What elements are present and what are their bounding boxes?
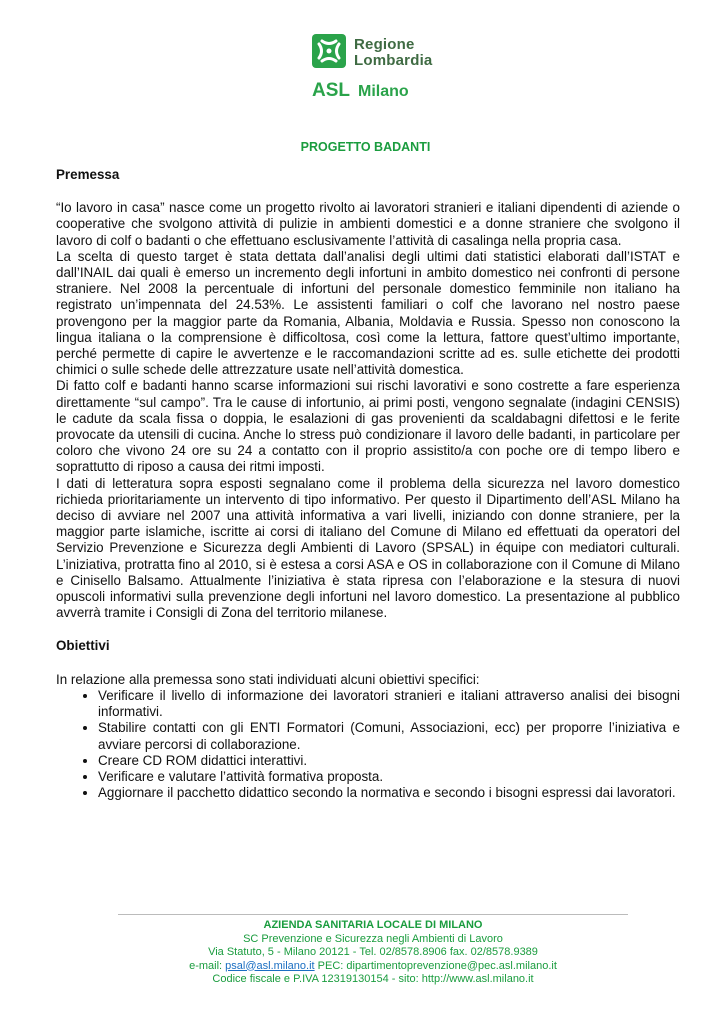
document-title: PROGETTO BADANTI [300, 140, 431, 154]
paragraph: In relazione alla premessa sono stati individuati alcuni obiettivi specifici: [56, 671, 480, 687]
footer-fiscal: Codice fiscale e P.IVA 12319130154 - sito: http://www.asl.milano.it [212, 973, 534, 985]
logo-wordmark: Regione Lombardia [354, 36, 433, 69]
logo-asl: ASL Milano [312, 80, 409, 101]
list-item: • Stabilire contatti con gli ENTI Formatori (Comuni, Associazioni, ecc) per proporre l’iniziativa e avviare percorsi di collaborazione. [98, 720, 680, 752]
footer-org: AZIENDA SANITARIA LOCALE DI MILANO [263, 919, 483, 931]
list-item: • Creare CD ROM didattici interattivi. [98, 753, 680, 769]
regione-lombardia-rose-icon [312, 34, 346, 68]
footer-contacts: e-mail: psal@asl.milano.it PEC: dipartimentoprevenzione@pec.asl.milano.it [189, 959, 557, 972]
list-item: • Verificare e valutare l’attività formativa proposta. [98, 769, 680, 785]
header-logo [312, 34, 462, 104]
paragraph: Di fatto colf e badanti hanno scarse informazioni sui rischi lavorativi e sono costrette a fare esperienza direttamente “sul campo”. Tra le cause di infortunio, ai primi posti, vengono segnalate (indagini CENSIS) le cadute da scala fissa o doppia, le esalazioni di gas provenienti da scaldabagni difettosi e le ferite provocate da utensili di cucina. Anche lo stress può condizionare il lavoro delle badanti, in particolare per coloro che vivono 24 ore su 24 a contatto con il proprio assistito/a con poche ore di tempo libero e soprattutto di riposo a causa dei ritmi imposti. [56, 378, 680, 475]
document-body [56, 167, 680, 801]
section-heading-premessa: Premessa [56, 167, 120, 182]
email-link[interactable]: psal@asl.milano.it [225, 959, 315, 972]
objectives-list [56, 688, 680, 801]
footer-address: Via Statuto, 5 - Milano 20121 - Tel. 02/8578.8906 fax. 02/8578.9389 [208, 946, 538, 958]
section-heading-obiettivi: Obiettivi [56, 638, 110, 654]
footer-dept: SC Prevenzione e Sicurezza negli Ambienti di Lavoro [243, 932, 503, 945]
paragraph: La scelta di questo target è stata dettata dall’analisi degli ultimi dati statistici elaborati dall’ISTAT e dall’INAIL dai quali è emerso un incremento degli infortuni in ambito domestico nei confronti di persone straniere. Nel 2008 la percentuale di infortuni del personale domestico femminile non italiano ha registrato un’impennata del 24.53%. Le assistenti familiari o colf che lavorano nel nostro paese provengono per la maggior parte da Romania, Albania, Moldavia e Russia. Spesso non conoscono la lingua italiana o la comprensione è difficoltosa, così come la lettura, fattore quest’ultimo importante, perché permette di capire le avvertenze e le raccomandazioni scritte ad es. sulle etichette dei prodotti chimici o sulle schede delle attrezzature usate nell’attività domestica. [56, 248, 680, 378]
list-item: • Aggiornare il pacchetto didattico secondo la normativa e secondo i bisogni espressi dai lavoratori. [98, 785, 680, 801]
paragraph: “Io lavoro in casa” nasce come un progetto rivolto ai lavoratori stranieri e italiani dipendenti di aziende o cooperative che svolgono attività di pulizie in ambienti domestici e a donne straniere che svolgono il lavoro di colf o badanti o che effettuano esclusivamente l’attività di casalinga nella propria casa. [56, 200, 680, 248]
page-footer [118, 914, 628, 987]
list-item: • Verificare il livello di informazione dei lavoratori stranieri e italiani attraverso analisi dei bisogni informativi. [98, 688, 680, 720]
paragraph: I dati di letteratura sopra esposti segnalano come il problema della sicurezza nel lavoro domestico richieda prioritariamente un intervento di tipo informativo. Per questo il Dipartimento dell’ASL Milano ha deciso di avviare nel 2007 una attività informativa a vari livelli, iniziando con donne straniere, per la maggior parte islamiche, iscritte ai corsi di italiano del Comune di Milano ed effettuati da operatori del Servizio Prevenzione e Sicurezza degli Ambienti di Lavoro (SPSAL) in équipe con mediatori culturali. L’iniziativa, protratta fino al 2010, si è estesa a corsi ASA e OS in collaborazione con il Comune di Milano e Cinisello Balsamo. Attualmente l’iniziativa è stata ripresa con l’elaborazione e la stesura di nuovi opuscoli informativi sulla prevenzione degli infortuni nel lavoro domestico. La presentazione al pubblico avverrà tramite i Consigli di Zona del territorio milanese. [56, 475, 680, 621]
